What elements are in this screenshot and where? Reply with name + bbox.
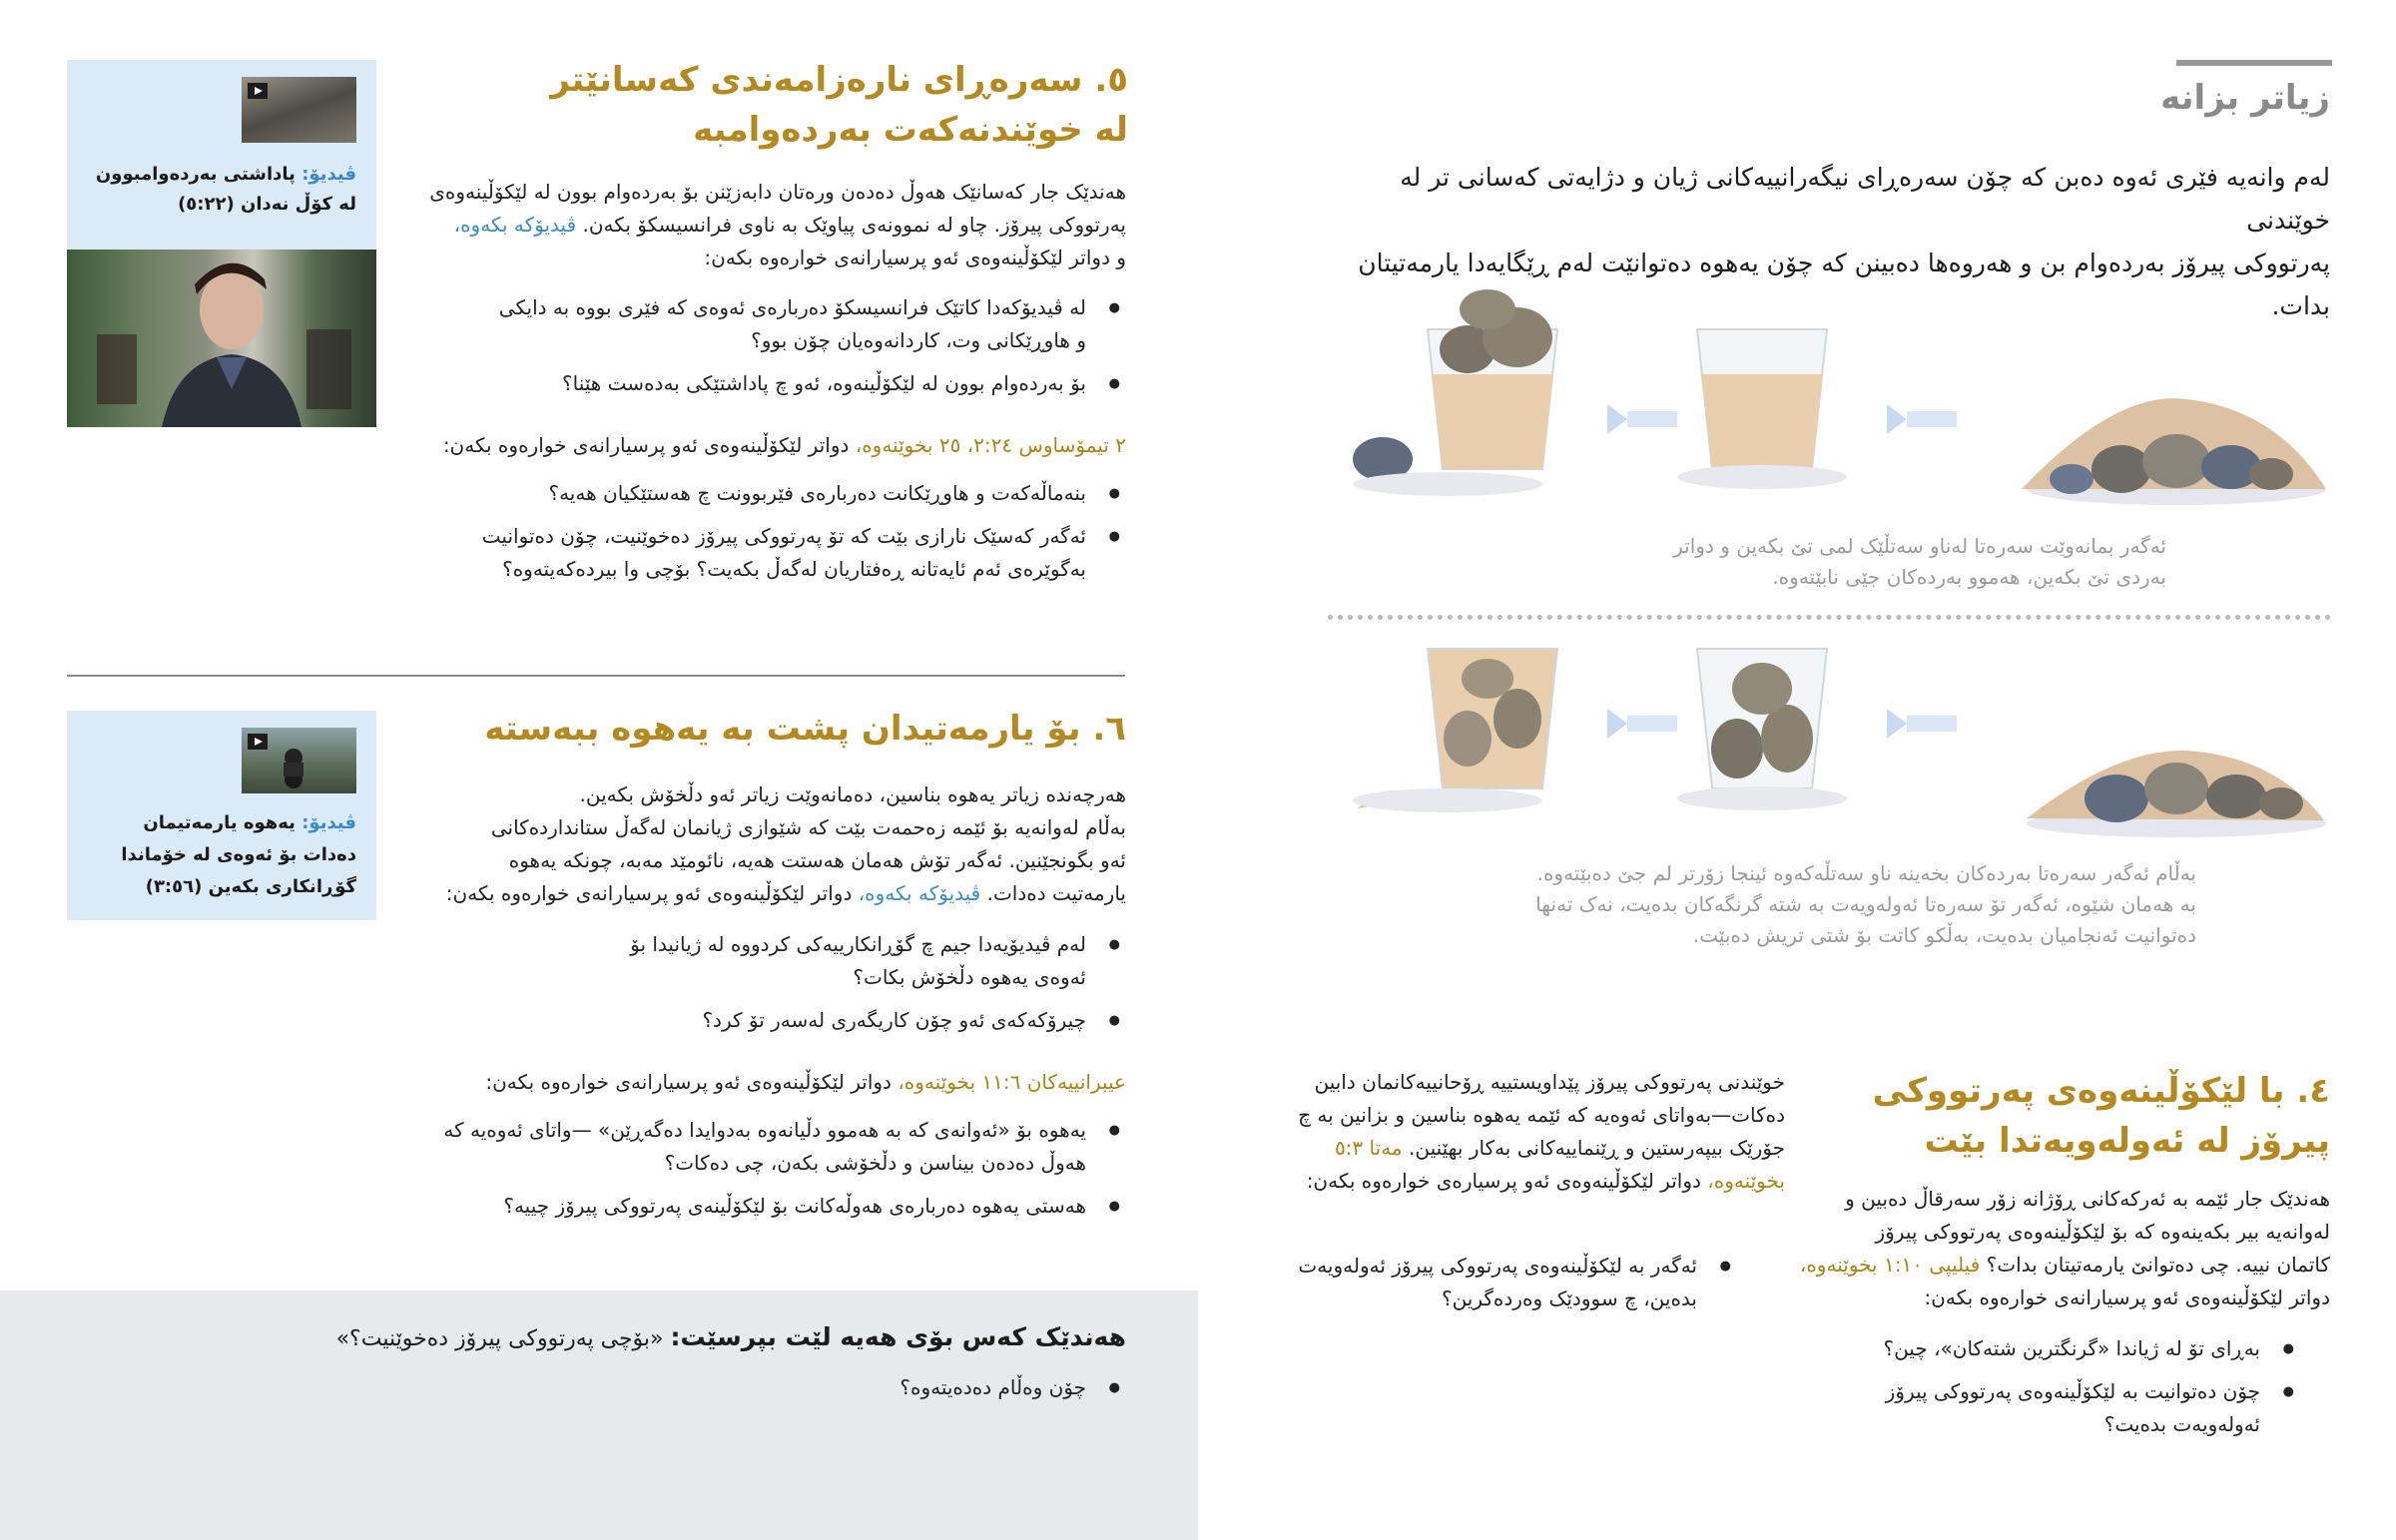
some-may-ask-lead: هەندێک کەس بۆی هەیە لێت بپرسێت: (670, 1322, 1126, 1351)
section4-column2-list (1278, 1250, 1737, 1325)
list-item: ● چۆن دەتوانیت بە لێکۆڵینەوەی پەرتووکی پیرۆز ئەولەویەت بدەیت؟ (1821, 1375, 2300, 1441)
video-title-line3: گۆڕانکاری بکەین (٣:٥٦) (145, 876, 356, 897)
caption2-line2: بە هەمان شێوە، ئەگەر تۆ سەرەتا ئەولەویەت بە شتە گرنگەکان بدەیت، نەک تەنها (1535, 892, 2196, 916)
section6-line3: ئەو بگونجێنین. ئەگەر تۆش هەمان هەستت هەیە، نائومێد مەبە، چونکە یەهوە (508, 848, 1126, 872)
scripture-reference[interactable]: عیبرانییەکان ١١:٦ بخوێنەوە، (898, 1070, 1126, 1094)
section6-line2: بەڵام لەوانەیە بۆ ئێمە زەحمەت بێت کە شێوازی ژیانمان لەگەڵ ستانداردەکانی (490, 815, 1126, 839)
scripture-reference[interactable]: فیلیپی ١:١٠ بخوێنەوە، (1799, 1253, 1981, 1277)
scripture-reference[interactable]: مەتا ٥:٣ بخوێنەوە، (1334, 1136, 1785, 1193)
learn-more-bar (2176, 60, 2332, 66)
illustration-sand-first (1328, 289, 2331, 519)
video-still-image (67, 250, 376, 427)
list-item: ● بنەماڵەکەت و هاوڕێکانت دەربارەی فێربوونت چ هەستێکیان هەیە؟ (467, 477, 1126, 510)
video-caption (67, 160, 356, 220)
list-item: ● ئەگەر کەسێک نارازی بێت کە تۆ پەرتووکی پیرۆز دەخوێنیت، چۆن دەتوانیت بەگوێرەی ئەم ئایەتانە ڕەفتاریان لەگەڵ بکەیت؟ بۆچی وا بیردەکەیتەوە؟ (467, 520, 1126, 586)
learn-more-title: زیاتر بزانە (2160, 78, 2330, 118)
section5-title (429, 55, 1128, 155)
list-item: ● لە ڤیدیۆکەدا کاتێک فرانسیسکۆ دەربارەی ئەوەی کە فێری بووە بە دایکی و هاوڕێکانی وت، کاردانەوەیان چۆن بوو؟ (497, 291, 1126, 357)
motorcycle-icon (242, 728, 356, 793)
section6-questions-list-2 (427, 1114, 1126, 1233)
caption1-line2: بەردی تێ بکەین، هەموو بەردەکان جێی نابێتەوە. (1772, 565, 2166, 589)
column2-instruction: دواتر لێکۆڵینەوەی ئەو پرسیارەی خوارەوە بکەن: (1306, 1169, 1701, 1193)
section5-questions-list-2 (467, 477, 1126, 596)
section4-column2-paragraph (1276, 1066, 1785, 1198)
section4-paragraph (1771, 1183, 2330, 1314)
scripture-reference[interactable]: ٢ تیمۆساوس ٢:٢٤، ٢٥ بخوێنەوە، (855, 433, 1126, 457)
list-item: ● چیرۆکەکەی ئەو چۆن کاریگەری لەسەر تۆ کرد؟ (607, 1004, 1126, 1037)
section6-title-text: ٦. بۆ یارمەتیدان پشت بە یەهوە ببەستە (484, 709, 1126, 749)
section4-title-line2: پیرۆز لە ئەولەویەتدا بێت (1924, 1121, 2330, 1161)
list-item: ● بۆ بەردەوام بوون لە لێکۆڵینەوە، ئەو چ پاداشتێکی بەدەست هێنا؟ (497, 367, 1126, 400)
video-title-line2: لە کۆڵ نەدان (٥:٢٢) (178, 194, 356, 215)
illustration1-caption (1468, 531, 2166, 593)
section6-title (427, 704, 1126, 754)
play-video-link[interactable]: ڤیدیۆکە بکەوە، (858, 881, 981, 905)
list-item: ● لەم ڤیدیۆیەدا جیم چ گۆڕانکارییەکی کردووە لە ژیانیدا بۆ ئەوەی یەهوە دڵخۆش بکات؟ (607, 928, 1126, 994)
list-item: ● یەهوە بۆ «ئەوانەی کە بە هەموو دڵیانەوە بەدوایدا دەگەڕێن» —واتای ئەوەیە کە هەوڵ دەدەن بیناسن و دڵخۆشی بکەن، چی دەکات؟ (427, 1114, 1126, 1180)
section6-line4a: یارمەتیت دەدات. (986, 881, 1126, 905)
list-item: ● ئەگەر بە لێکۆڵینەوەی پەرتووکی پیرۆز ئەولەویەت بدەین، چ سوودێک وەردەگرین؟ (1278, 1250, 1737, 1315)
video-title-line1: پاداشتی بەردەوامبوون (95, 164, 296, 185)
section5-scripture-instruction (268, 429, 1126, 462)
section5-paragraph (407, 176, 1126, 274)
section5-title-line2: لە خوێندنەکەت بەردەوامبە (693, 110, 1128, 150)
section5-title-line1: ٥. سەرەڕای نارەزامەندی کەسانێتر (550, 60, 1128, 100)
play-icon[interactable] (248, 83, 268, 99)
list-item: ● بەڕای تۆ لە ژیاندا «گرنگترین شتەکان»، چین؟ (1821, 1332, 2300, 1365)
video-caption (67, 807, 356, 903)
video-thumbnail-small[interactable] (242, 728, 356, 793)
section5-line3: و دواتر لێکۆڵینەوەی ئەو پرسیارانەی خوارەوە بکەن: (704, 246, 1126, 269)
caption2-line3: دەتوانیت ئەنجامیان بدەیت، بەڵکو کاتت بۆ شتی تریش دەبێت. (1692, 923, 2196, 947)
some-may-ask-quote: «بۆچی پەرتووکی پیرۆز دەخوێنیت؟» (335, 1326, 664, 1351)
video-label: ڤیدیۆ: (301, 812, 356, 833)
section4-line3: کاتمان نییە. چی دەتوانێ یارمەتیتان بدات؟ (1986, 1253, 2330, 1277)
instruction-text: دواتر لێکۆڵینەوەی ئەو پرسیارانەی خوارەوە بکەن: (442, 433, 850, 457)
dotted-divider (1328, 615, 2331, 620)
section4-line2: لەوانەیە بیر بکەینەوە کە بۆ لێکۆڵینەوەی پەرتووکی پیرۆز (1875, 1220, 2330, 1244)
list-item: ● چۆن وەڵام دەدەیتەوە؟ (627, 1371, 1126, 1404)
section4-line4: دواتر لێکۆڵینەوەی ئەو پرسیارانەی خوارەوە بکەن: (1924, 1285, 2330, 1309)
section6-line4b: دواتر لێکۆڵینەوەی ئەو پرسیارانەی خوارەوە بکەن: (445, 881, 853, 905)
column2-text: خوێندنی پەرتووکی پیرۆز پێداویستییە ڕۆحانییەکانمان دابین دەکات—بەواتای ئەوەیە کە ئێمە یەهوە بناسین و بزانین بە چ جۆرێک بیپەرستین و ڕێنماییەکانی بەکار بهێنین. (1298, 1070, 1785, 1160)
illustration-rocks-first (1328, 639, 2331, 838)
section6-scripture-instruction (268, 1066, 1126, 1099)
video-title-line2: دەدات بۆ ئەوەی لە خۆماندا (121, 844, 356, 865)
caption2-line1: بەڵام ئەگەر سەرەتا بەردەکان بخەینە ناو سەتڵەکەوە ئینجا زۆرتر لم جێ دەبێتەوە. (1536, 861, 2196, 885)
section6-questions-list (607, 928, 1126, 1047)
video-box-perseverance[interactable] (67, 60, 376, 427)
video-title-line1: یەهوە یارمەتیمان (143, 812, 296, 833)
section4-title (1811, 1066, 2330, 1166)
video-label: ڤیدیۆ: (301, 164, 356, 185)
section5-line1: هەندێک جار کەسانێک هەوڵ دەدەن ورەتان دابەزێنن بۆ بەردەوام بوون لە لێکۆڵینەوەی (429, 180, 1126, 204)
section4-line1: هەندێک جار ئێمە بە ئەرکەکانی ڕۆژانە زۆر سەرقاڵ دەبین و (1845, 1187, 2330, 1211)
some-may-ask-question (268, 1319, 1126, 1357)
section6-line1: هەرچەندە زیاتر یەهوە بناسین، دەمانەوێت زیاتر ئەو دڵخۆش بکەین. (579, 782, 1126, 806)
instruction-text: دواتر لێکۆڵینەوەی ئەو پرسیارانەی خوارەوە بکەن: (485, 1070, 892, 1094)
section5-line2: پەرتووکی پیرۆز. چاو لە نموونەی پیاوێک بە ناوی فرانسیسکۆ بکەن. (582, 213, 1126, 237)
play-video-link[interactable]: ڤیدیۆکە بکەوە، (453, 213, 577, 237)
portrait-illustration (67, 250, 376, 427)
section-divider (67, 675, 1125, 677)
intro-line2: پەرتووکی پیرۆز بەردەوام بن و هەروەها دەبینن کە چۆن یەهوە دەتوانێت لەم ڕێگایەدا یارمەتیتان بدات. (1358, 249, 2330, 320)
section5-questions-list (497, 291, 1126, 410)
list-item: ● هەستی یەهوە دەربارەی هەوڵەکانت بۆ لێکۆڵینەی پەرتووکی پیرۆز چییە؟ (427, 1190, 1126, 1223)
illustration2-caption (1438, 858, 2196, 951)
section4-title-line1: ٤. با لێکۆڵینەوەی پەرتووکی (1872, 1071, 2330, 1111)
video-thumbnail-small[interactable] (242, 77, 356, 143)
caption1-line1: ئەگەر بمانەوێت سەرەتا لەناو سەتڵێک لمی تێ بکەین و دواتر (1673, 534, 2166, 558)
section4-questions-list (1821, 1332, 2300, 1451)
video-box-change[interactable] (67, 711, 376, 920)
section6-paragraph (367, 778, 1126, 910)
some-may-ask-list (627, 1371, 1126, 1414)
intro-line1: لەم وانەیە فێری ئەوە دەبن کە چۆن سەرەڕای نیگەرانییەکانی ژیان و دژایەتی کەسانی تر لە خوێندنی (1400, 163, 2330, 235)
